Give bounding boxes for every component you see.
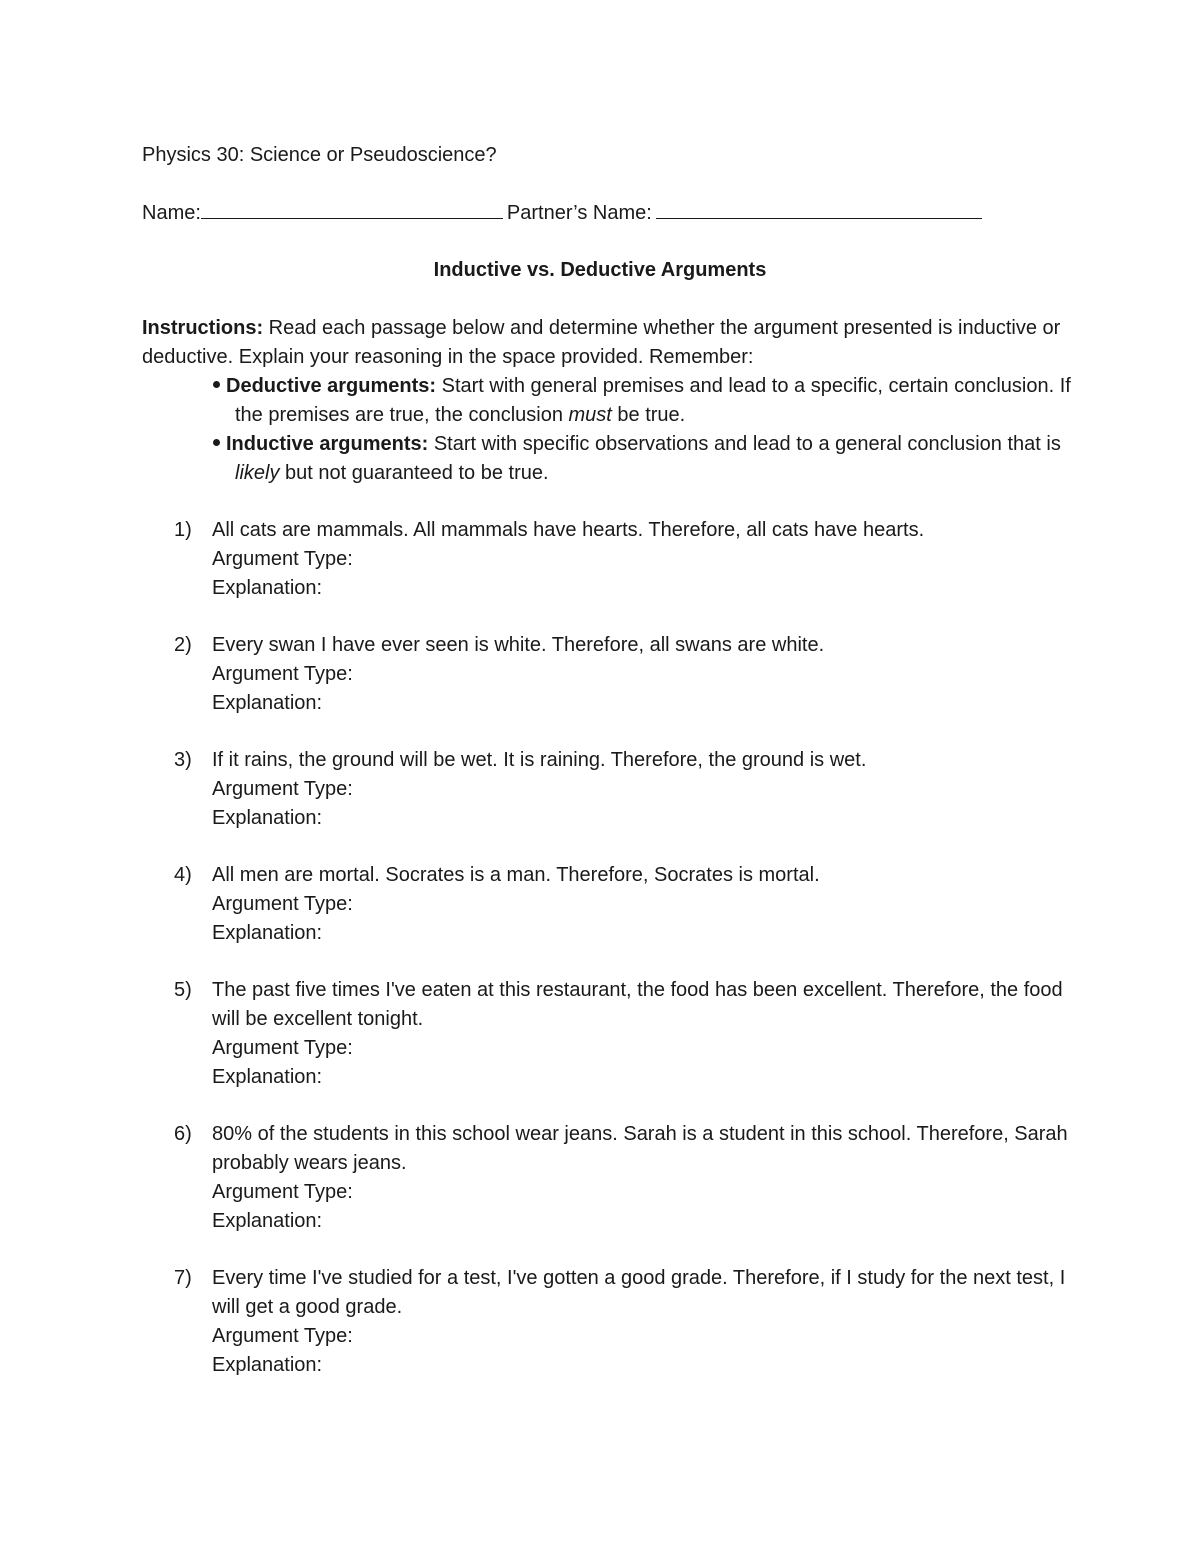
definition-emphasis: must <box>568 404 612 426</box>
bullet-icon <box>213 439 220 446</box>
question-item <box>142 861 1072 948</box>
argument-type-label: Argument Type: <box>212 1325 353 1347</box>
instructions-text: Read each passage below and determine whether the argument presented is inductive or deductive. Explain your reasoning in the space provided. Remember: <box>142 317 1061 368</box>
definition-inductive <box>142 430 1072 488</box>
question-item <box>142 746 1072 833</box>
name-blank-line[interactable] <box>201 198 503 219</box>
question-text: All cats are mammals. All mammals have hearts. Therefore, all cats have hearts. <box>212 519 925 541</box>
question-number: 1) <box>174 519 192 541</box>
question-number: 6) <box>174 1123 192 1145</box>
question-item <box>142 976 1072 1092</box>
explanation-label: Explanation: <box>212 1066 323 1088</box>
instructions <box>142 314 1072 372</box>
worksheet-heading: Inductive vs. Deductive Arguments <box>433 259 767 281</box>
definition-text: Start with general premises and lead to a specific, certain conclusion. If the premises are true, the conclusion <box>235 375 1071 426</box>
explanation-label: Explanation: <box>212 922 323 944</box>
question-item <box>142 516 1072 603</box>
definition-text: Start with specific observations and lead to a general conclusion that is <box>428 433 1061 455</box>
course-title: Physics 30: Science or Pseudoscience? <box>142 144 497 166</box>
worksheet-page <box>142 141 1072 1408</box>
argument-type-label: Argument Type: <box>212 548 353 570</box>
definition-text-end: be true. <box>611 404 686 426</box>
explanation-label: Explanation: <box>212 1354 323 1376</box>
question-text: Every swan I have ever seen is white. Therefore, all swans are white. <box>212 634 825 656</box>
question-text: If it rains, the ground will be wet. It is raining. Therefore, the ground is wet. <box>212 749 867 771</box>
definition-term: Deductive arguments: <box>226 375 437 397</box>
explanation-label: Explanation: <box>212 1210 323 1232</box>
question-text: Every time I've studied for a test, I've gotten a good grade. Therefore, if I study for the next test, I will get a good grade. <box>212 1267 1066 1318</box>
question-number: 5) <box>174 979 192 1001</box>
argument-type-label: Argument Type: <box>212 1181 353 1203</box>
question-number: 2) <box>174 634 192 656</box>
question-text: The past five times I've eaten at this restaurant, the food has been excellent. Therefore, the food will be excellent tonight. <box>212 979 1063 1030</box>
question-number: 3) <box>174 749 192 771</box>
definitions-list <box>142 372 1072 488</box>
explanation-label: Explanation: <box>212 577 323 599</box>
question-item <box>142 1120 1072 1236</box>
question-number: 4) <box>174 864 192 886</box>
explanation-label: Explanation: <box>212 692 323 714</box>
bullet-icon <box>213 381 220 388</box>
question-list <box>142 516 1072 1380</box>
definition-text-end: but not guaranteed to be true. <box>279 462 549 484</box>
question-text: All men are mortal. Socrates is a man. Therefore, Socrates is mortal. <box>212 864 820 886</box>
argument-type-label: Argument Type: <box>212 1037 353 1059</box>
question-item <box>142 631 1072 718</box>
partner-name-blank-line[interactable] <box>656 198 982 219</box>
definition-deductive <box>142 372 1072 430</box>
question-text: 80% of the students in this school wear jeans. Sarah is a student in this school. Therefore, Sarah probably wears jeans. <box>212 1123 1068 1174</box>
argument-type-label: Argument Type: <box>212 663 353 685</box>
instructions-label: Instructions: <box>142 317 264 339</box>
question-item <box>142 1264 1072 1380</box>
definition-emphasis: likely <box>235 462 280 484</box>
name-label: Name: <box>142 202 201 224</box>
argument-type-label: Argument Type: <box>212 778 353 800</box>
explanation-label: Explanation: <box>212 807 323 829</box>
argument-type-label: Argument Type: <box>212 893 353 915</box>
partner-name-label: Partner’s Name: <box>506 202 652 224</box>
name-row <box>142 198 1072 227</box>
definition-term: Inductive arguments: <box>226 433 429 455</box>
question-number: 7) <box>174 1267 192 1289</box>
